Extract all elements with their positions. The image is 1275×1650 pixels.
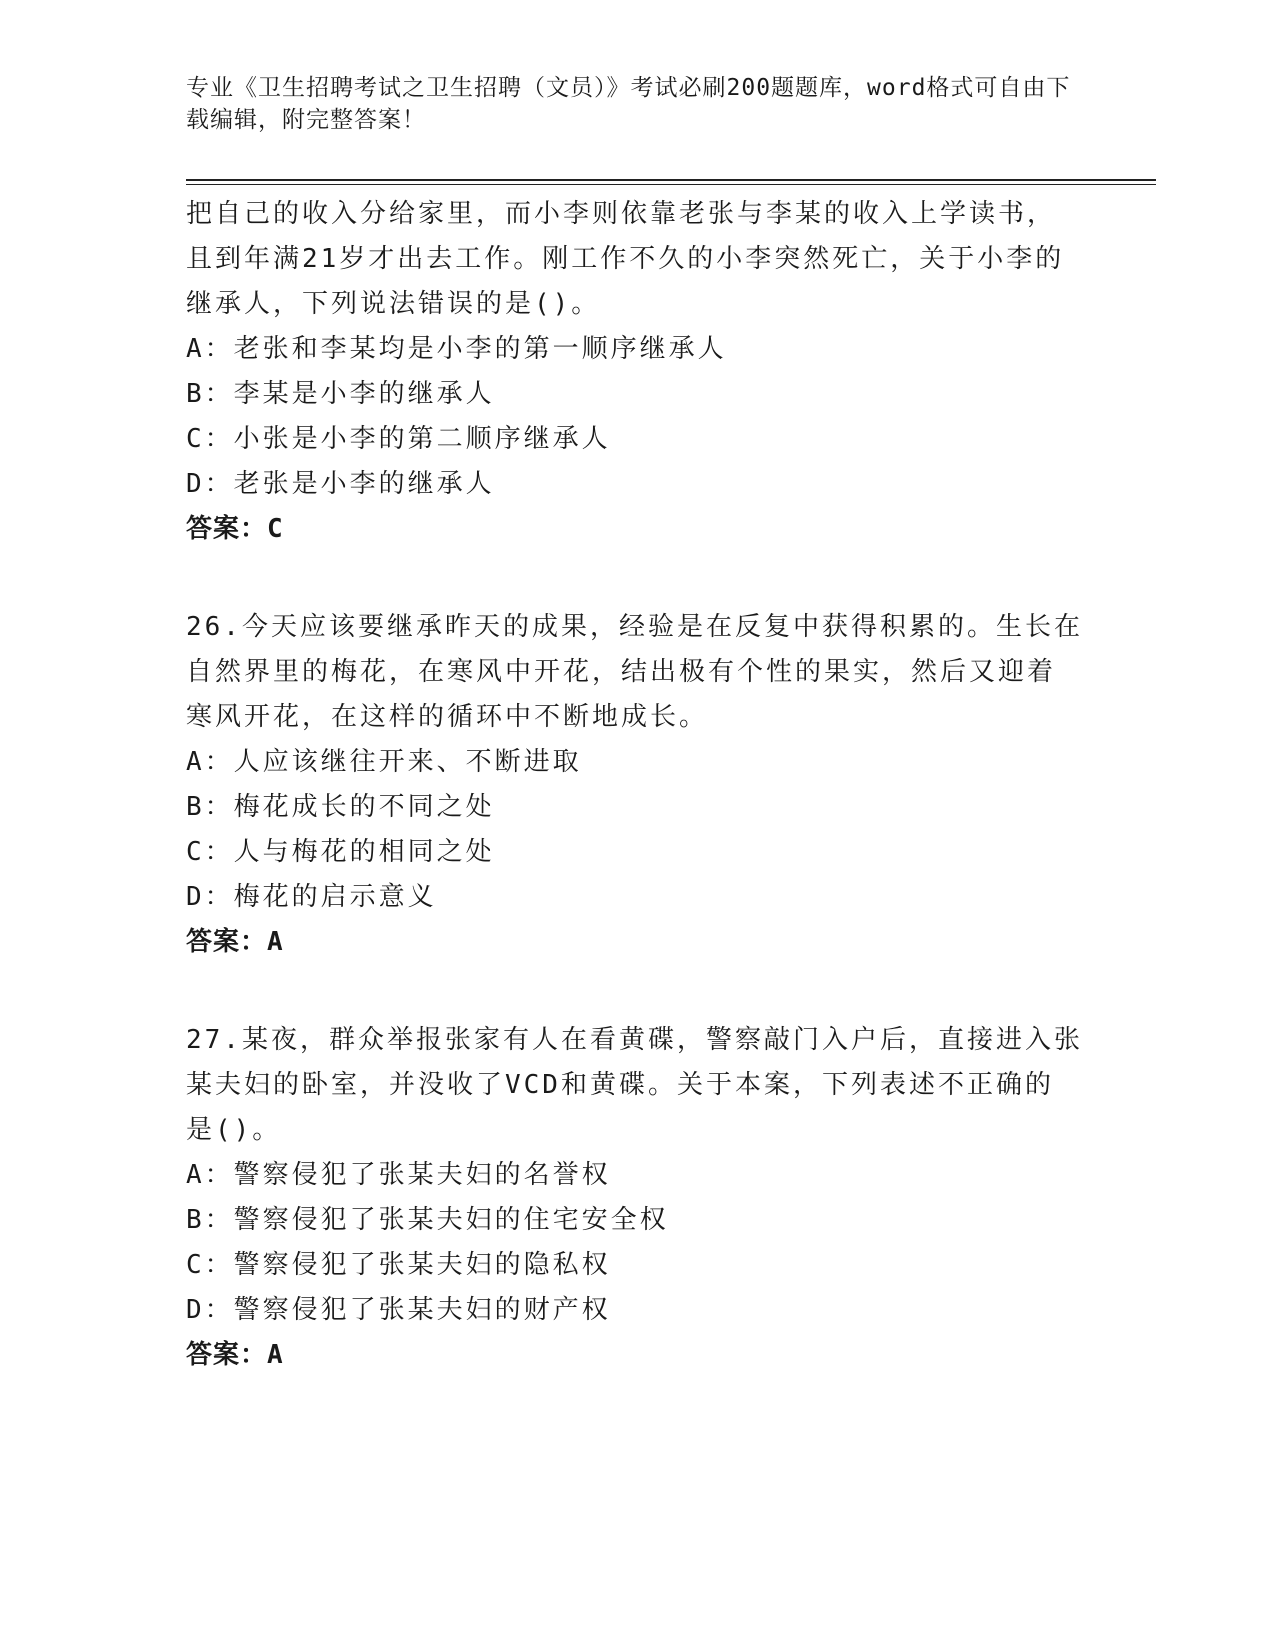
question-stem-line: 某夫妇的卧室，并没收了VCD和黄碟。关于本案，下列表述不正确的 — [186, 1070, 1054, 1100]
option-b: B：梅花成长的不同之处 — [186, 792, 495, 822]
question-stem-line: 27.某夜，群众举报张家有人在看黄碟，警察敲门入户后，直接进入张 — [186, 1025, 1083, 1055]
document-header — [186, 72, 1086, 136]
option-b: B：李某是小李的继承人 — [186, 379, 495, 409]
option-d: D：梅花的启示意义 — [186, 882, 437, 912]
question-block — [186, 1018, 1086, 1378]
question-stem-line: 寒风开花，在这样的循环中不断地成长。 — [186, 702, 709, 732]
option-d: D：警察侵犯了张某夫妇的财产权 — [186, 1295, 611, 1325]
option-c: C：警察侵犯了张某夫妇的隐私权 — [186, 1250, 611, 1280]
option-b: B：警察侵犯了张某夫妇的住宅安全权 — [186, 1205, 669, 1235]
answer-line: 答案：C — [186, 514, 284, 544]
answer-line: 答案：A — [186, 927, 284, 957]
question-block — [186, 192, 1086, 552]
question-stem-line: 自然界里的梅花，在寒风中开花，结出极有个性的果实，然后又迎着 — [186, 657, 1057, 687]
question-stem-line: 且到年满21岁才出去工作。刚工作不久的小李突然死亡，关于小李的 — [186, 244, 1065, 274]
header-divider-thin — [186, 184, 1156, 185]
option-c: C：人与梅花的相同之处 — [186, 837, 495, 867]
question-stem-line: 26.今天应该要继承昨天的成果，经验是在反复中获得积累的。生长在 — [186, 612, 1083, 642]
option-c: C：小张是小李的第二顺序继承人 — [186, 424, 611, 454]
header-divider-thick — [186, 179, 1156, 181]
question-list — [186, 192, 1086, 1378]
option-a: A：人应该继往开来、不断进取 — [186, 747, 582, 777]
question-block — [186, 605, 1086, 965]
question-stem-line: 继承人，下列说法错误的是()。 — [186, 289, 601, 319]
option-a: A：警察侵犯了张某夫妇的名誉权 — [186, 1160, 611, 1190]
question-stem-line: 把自己的收入分给家里，而小李则依靠老张与李某的收入上学读书， — [186, 199, 1057, 229]
option-d: D：老张是小李的继承人 — [186, 469, 495, 499]
option-a: A：老张和李某均是小李的第一顺序继承人 — [186, 334, 727, 364]
header-title: 专业《卫生招聘考试之卫生招聘（文员）》考试必刷200题题库，word格式可自由下载编辑，附完整答案！ — [186, 75, 1071, 133]
answer-line: 答案：A — [186, 1340, 284, 1370]
question-stem-line: 是()。 — [186, 1115, 282, 1145]
